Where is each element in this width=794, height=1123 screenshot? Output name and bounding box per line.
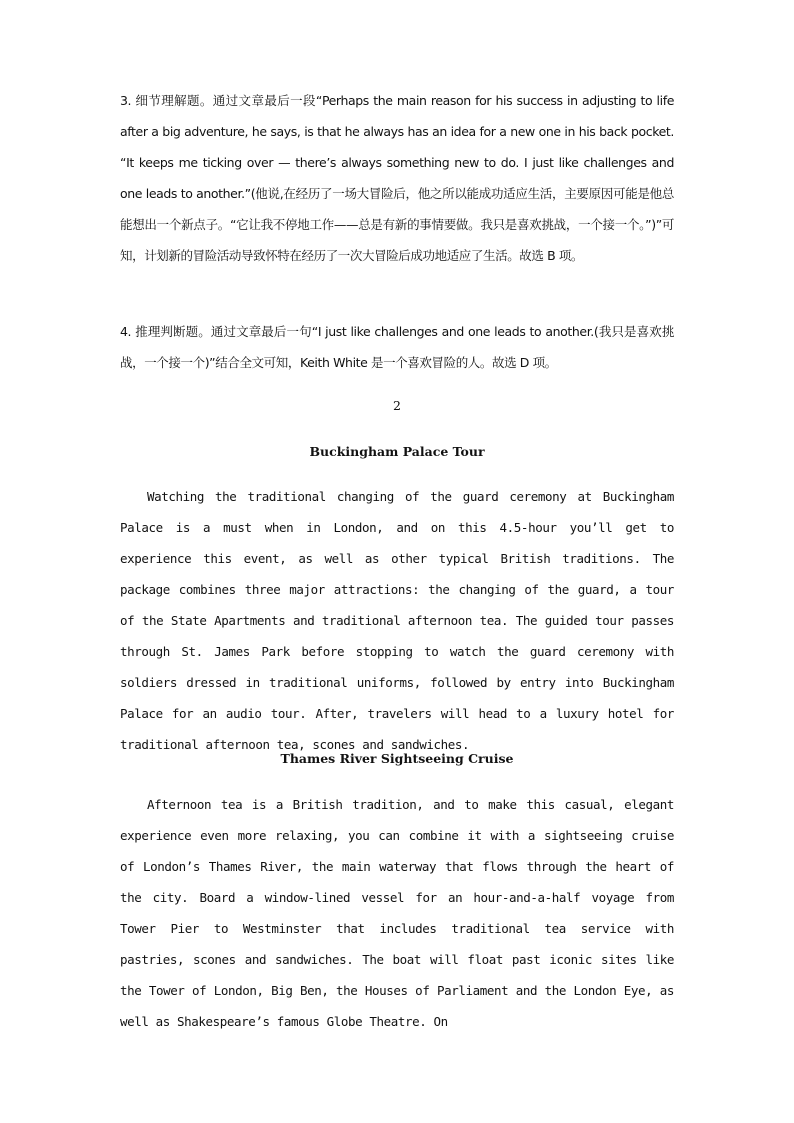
- section-number: 2: [393, 398, 401, 413]
- answer-explanation-4: 4. 推理判断题。通过文章最后一句“I just like challenges and one leads to another.(我只是喜欢挑战，一个接一个)”结合全文可知，Keith White 是一个喜欢冒险的人。故选 D 项。: [120, 324, 674, 370]
- answer-explanation-3: 3. 细节理解题。通过文章最后一段“Perhaps the main reason for his success in adjusting to life after a big adventure, he says, is that he always has an idea for a new one in his back pocket. “It keeps me ticking over — there’s always something new to do. I just like challenges and one leads to another.”(他说,在经历了一场大冒险后，他之所以能成功适应生活，主要原因可能是他总能想出一个新点子。“它让我不停地工作——总是有新的事情要做。我只是喜欢挑战，一个接一个。”)”可知，计划新的冒险活动导致怀特在经历了一次大冒险后成功地适应了生活。故选 B 项。: [120, 93, 674, 263]
- tour1-body: Watching the traditional changing of the guard ceremony at Buckingham Palace is a must when in London, and on this 4.5-hour you’ll get to experience this event, as well as other typical British traditions. The package combines three major attractions: the changing of the guard, a tour of the State Apartments and traditional afternoon tea. The guided tour passes through St. James Park before stopping to watch the guard ceremony with soldiers dressed in traditional uniforms, followed by entry into Buckingham Palace for an audio tour. After, travelers will head to a luxury hotel for traditional afternoon tea, scones and sandwiches.: [120, 489, 674, 752]
- tour2-title: Thames River Sightseeing Cruise: [280, 751, 514, 766]
- tour1-title: Buckingham Palace Tour: [309, 444, 485, 459]
- tour2-body: Afternoon tea is a British tradition, and to make this casual, elegant experience even more relaxing, you can combine it with a sightseeing cruise of London’s Thames River, the main waterway that flows through the heart of the city. Board a window-lined vessel for an hour-and-a-half voyage from Tower Pier to Westminster that includes traditional tea service with pastries, scones and sandwiches. The boat will float past iconic sites like the Tower of London, Big Ben, the Houses of Parliament and the London Eye, as well as Shakespeare’s famous Globe Theatre. On: [120, 797, 674, 1029]
